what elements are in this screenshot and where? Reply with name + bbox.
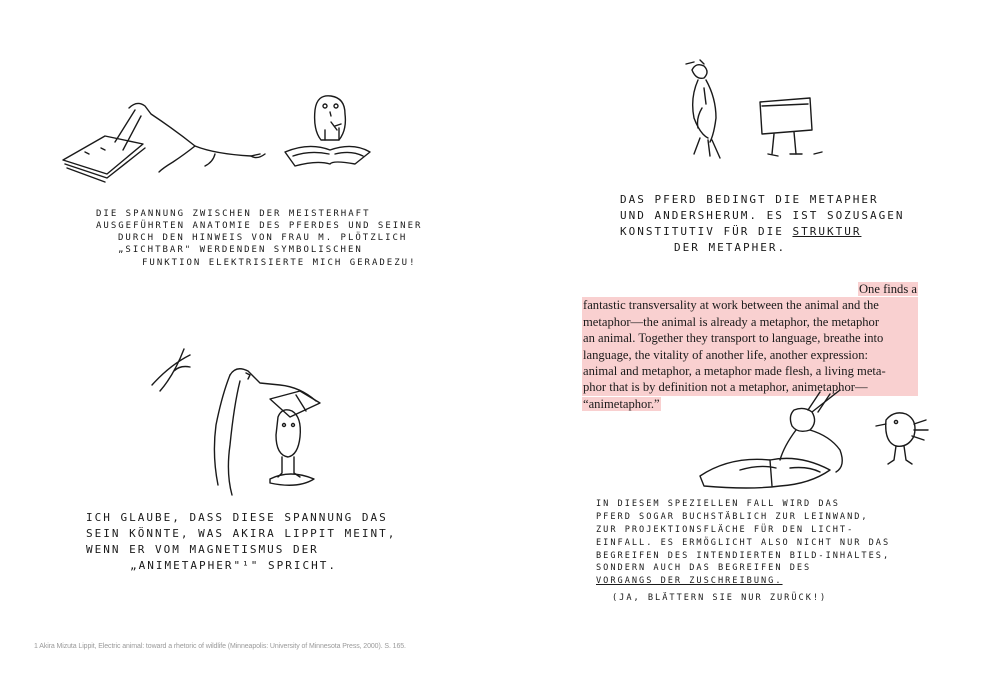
underlined-line: VORGANGS DER ZUSCHREIBUNG. (596, 576, 783, 587)
caption-line: AUSGEFÜHRTEN ANATOMIE DES PFERDES UND SEINER (96, 221, 423, 232)
underlined-word: STRUKTUR (792, 224, 862, 238)
caption-top-left (96, 208, 422, 269)
excerpt-line (582, 281, 918, 297)
caption-bottom-right (596, 498, 890, 605)
caption-line: „ANIMETAPHER"¹" SPRICHT. (130, 558, 337, 572)
caption-line: SONDERN AUCH DAS BEGREIFEN DES (596, 563, 812, 574)
footnote: 1 Akira Mizuta Lippit, Electric animal: toward a rhetoric of wildlife (Minneapolis: University of Minnesota Press, 2000). S. 165. (34, 643, 406, 650)
excerpt-line: animal and metaphor, a metaphor made flesh, a living meta- (582, 363, 918, 379)
caption-text: KONSTITUTIV FÜR DIE (620, 224, 784, 238)
caption-bottom-left (86, 510, 396, 574)
caption-line: DIE SPANNUNG ZWISCHEN DER MEISTERHAFT (96, 209, 371, 219)
caption-line: FUNKTION ELEKTRISIERTE MICH GERADEZU! (142, 257, 417, 268)
caption-line: DER METAPHER. (674, 240, 787, 254)
highlight: “animetaphor.” (583, 396, 660, 411)
highlight: One finds a (858, 282, 917, 296)
caption-line (620, 224, 905, 240)
caption-line: BEGREIFEN DES INTENDIERTEN BILD-INHALTES, (596, 550, 891, 561)
caption-line: WENN ER VOM MAGNETISMUS DER (86, 542, 319, 556)
caption-line: „SICHTBAR" WERDENDEN SYMBOLISCHEN (118, 245, 363, 256)
caption-line: DURCH DEN HINWEIS VON FRAU M. PLÖTZLICH (118, 233, 408, 244)
caption-line: ZUR PROJEKTIONSFLÄCHE FÜR DEN LICHT- (596, 524, 855, 535)
excerpt-line: fantastic transversality at work between the animal and the (582, 297, 918, 313)
excerpt-line: an animal. Together they transport to language, breathe into (582, 330, 918, 346)
caption-top-right (620, 192, 905, 256)
bird-over-book-sketch (700, 386, 950, 496)
excerpt-line: language, the vitality of another life, another expression: (582, 347, 918, 363)
excerpt-line: phor that is by definition not a metaphor, animetaphor— (582, 379, 918, 395)
aside-note: (JA, BLÄTTERN SIE NUR ZURÜCK!) (612, 593, 828, 604)
caption-line: EINFALL. ES ERMÖGLICHT ALSO NICHT NUR DAS (596, 537, 891, 548)
caption-line: PFERD SOGAR BUCHSTÄBLICH ZUR LEINWAND, (596, 511, 869, 522)
caption-line: SEIN KÖNNTE, WAS AKIRA LIPPIT MEINT, (86, 526, 397, 540)
caption-line: IN DIESEM SPEZIELLEN FALL WIRD DAS (596, 499, 840, 509)
excerpt-line: metaphor—the animal is already a metaphor, the metaphor (582, 314, 918, 330)
caption-line: DAS PFERD BEDINGT DIE METAPHER (620, 193, 879, 206)
figure-and-screen-sketch (682, 58, 832, 168)
caption-line: UND ANDERSHERUM. ES IST SOZUSAGEN (620, 208, 905, 222)
bird-and-reader-sketch (150, 345, 350, 505)
caption-line: ICH GLAUBE, DASS DIESE SPANNUNG DAS (86, 511, 388, 524)
horse-and-book-sketch (55, 90, 375, 190)
